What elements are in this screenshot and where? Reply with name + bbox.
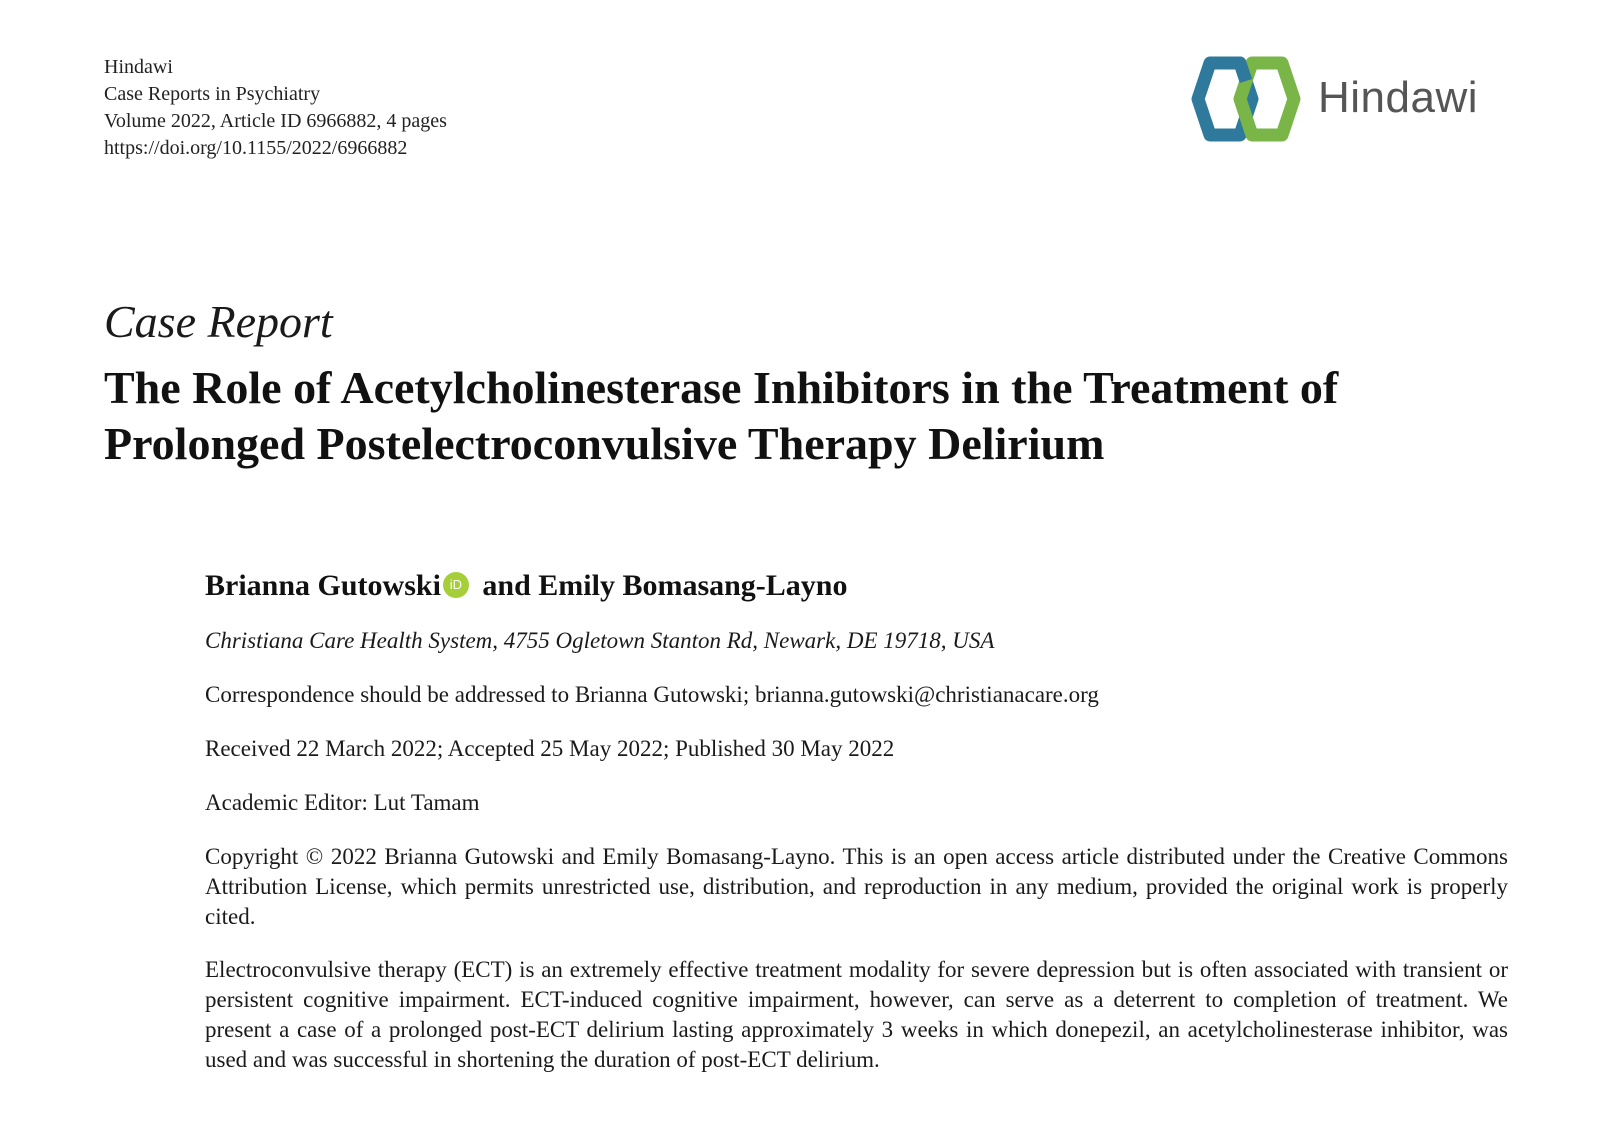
- publisher-name: Hindawi: [104, 56, 173, 78]
- logo-wordmark: Hindawi: [1318, 73, 1479, 122]
- author-first[interactable]: Brianna Gutowski: [205, 569, 441, 602]
- orcid-icon[interactable]: iD: [443, 572, 469, 598]
- article-type: Case Report: [104, 296, 333, 347]
- title-line: Prolonged Postelectroconvulsive Therapy Delirium: [104, 418, 1105, 469]
- blue-ring-overlap-icon: [1228, 63, 1246, 81]
- article-title: [104, 360, 1524, 472]
- author-list: [205, 566, 848, 606]
- author-joiner: and: [482, 569, 531, 602]
- journal-meta: [104, 54, 447, 162]
- academic-editor: Academic Editor: Lut Tamam: [205, 790, 480, 815]
- hindawi-rings-icon: [1188, 56, 1312, 142]
- volume-info: Volume 2022, Article ID 6966882, 4 pages: [104, 110, 447, 132]
- affiliation: Christiana Care Health System, 4755 Ogletown Stanton Rd, Newark, DE 19718, USA: [205, 628, 995, 653]
- journal-name: Case Reports in Psychiatry: [104, 83, 321, 105]
- author-second[interactable]: Emily Bomasang-Layno: [538, 569, 848, 602]
- copyright-notice: Copyright © 2022 Brianna Gutowski and Emily Bomasang-Layno. This is an open access article distributed under the Creative Commons Attribution License, which permits unrestricted use, distribution, and reproduction in any medium, provided the original work is properly cited.: [205, 844, 1508, 929]
- abstract-text: Electroconvulsive therapy (ECT) is an extremely effective treatment modality for severe depression but is often associated with transient or persistent cognitive impairment. ECT-induced cognitive impairment, however, can serve as a deterrent to completion of treatment. We present a case of a prolonged post-ECT delirium lasting approximately 3 weeks in which donepezil, an acetylcholinesterase inhibitor, was used and was successful in shortening the duration of post-ECT delirium.: [205, 957, 1508, 1072]
- publication-dates: Received 22 March 2022; Accepted 25 May 2022; Published 30 May 2022: [205, 736, 895, 761]
- hindawi-logo: [1188, 56, 1518, 142]
- doi-link[interactable]: https://doi.org/10.1155/2022/6966882: [104, 137, 408, 159]
- title-line: The Role of Acetylcholinesterase Inhibitors in the Treatment of: [104, 362, 1339, 413]
- correspondence: Correspondence should be addressed to Brianna Gutowski; brianna.gutowski@christianacare.org: [205, 682, 1099, 707]
